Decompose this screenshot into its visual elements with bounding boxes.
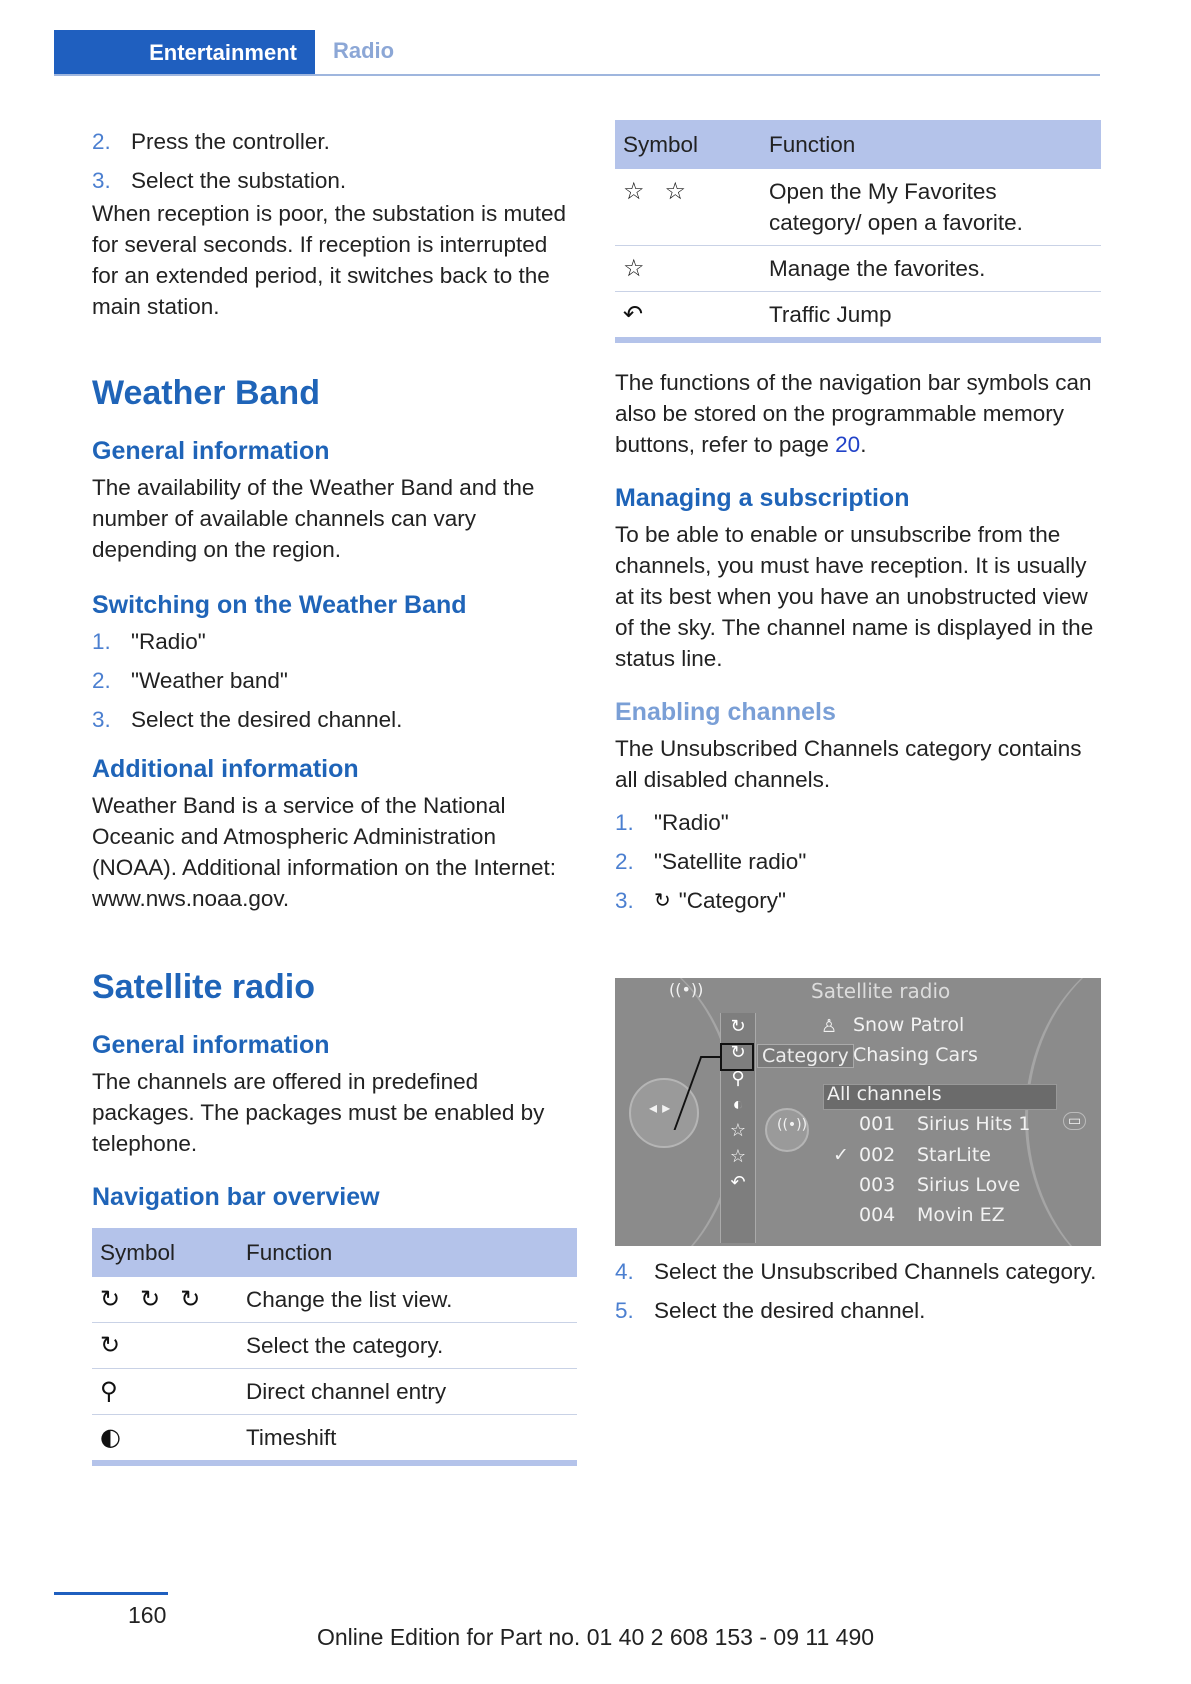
- page-link[interactable]: 20: [835, 432, 861, 457]
- weather-general-text: The availability of the Weather Band and the number of available channels can vary depending on the region.: [92, 475, 535, 562]
- step-item: [92, 665, 577, 696]
- step-number: 4.: [615, 1259, 634, 1284]
- intro-paragraph: When reception is poor, the substation is muted for several seconds. If reception is interrupted for an extended period, it switches back to the main station.: [92, 201, 567, 319]
- step-number: 2.: [92, 668, 111, 693]
- satellite-radio-title: Satellite radio: [92, 968, 315, 1006]
- symbol-cell: [92, 1369, 238, 1415]
- list-view-icon: ↻: [730, 1016, 746, 1036]
- artist-icon: ♙: [821, 1016, 838, 1037]
- symbol-column-header: Symbol: [92, 1228, 238, 1277]
- step-number: 5.: [615, 1298, 634, 1323]
- symbol-cell: [92, 1277, 238, 1323]
- channel-check: ✓: [833, 1144, 849, 1166]
- category-highlight: [720, 1043, 754, 1071]
- favorite-song: Chasing Cars: [853, 1044, 978, 1066]
- step-number: 1.: [92, 629, 111, 654]
- channel-name[interactable]: StarLite: [917, 1144, 991, 1166]
- table-row: [92, 1323, 577, 1369]
- paragraph-text: The functions of the navigation bar symbols can also be stored on the programmable memory buttons, refer to page: [615, 370, 1092, 457]
- footer-divider: [54, 1592, 168, 1595]
- satellite-radio-screenshot: [615, 978, 1101, 1246]
- enable-steps: [615, 807, 1101, 916]
- star-plus-icon: ☆: [623, 254, 645, 282]
- memory-buttons-paragraph: [615, 367, 1101, 460]
- arrows-icon: ◂ ▸: [649, 1098, 671, 1117]
- table-row: [92, 1415, 577, 1464]
- symbol-cell: [615, 292, 761, 341]
- step-number: 3.: [92, 168, 111, 193]
- step-number: 2.: [615, 849, 634, 874]
- step-number: 1.: [615, 810, 634, 835]
- category-icon: ↻: [730, 1042, 746, 1062]
- channel-number: 001: [859, 1113, 896, 1135]
- traffic-jump-icon: ↶: [730, 1172, 746, 1192]
- screen-frame-arc: [1025, 978, 1101, 1246]
- direct-entry-icon: ⚲: [100, 1377, 118, 1405]
- channel-number: 004: [859, 1204, 896, 1226]
- category-icon: ↻: [100, 1331, 121, 1359]
- function-cell: Direct channel entry: [238, 1369, 577, 1415]
- timeshift-icon: ◐: [100, 1423, 121, 1451]
- function-cell: Select the category.: [238, 1323, 577, 1369]
- list-view-icon: ↻: [100, 1285, 121, 1313]
- timeshift-icon: ◐: [732, 1094, 744, 1114]
- step-text: "Radio": [131, 629, 206, 654]
- channel-name[interactable]: Sirius Hits 1: [917, 1113, 1031, 1135]
- channel-name[interactable]: Movin EZ: [917, 1204, 1005, 1226]
- list-view-icon: ↻: [180, 1285, 201, 1313]
- step-text: "Category": [678, 888, 787, 913]
- section-title: Radio: [333, 38, 395, 63]
- subscription-heading: Managing a subscription: [615, 484, 910, 512]
- enabling-channels-text: The Unsubscribed Channels category contains all disabled channels.: [615, 736, 1082, 792]
- weather-switch-steps: [92, 626, 577, 735]
- satellite-general-heading: General information: [92, 1031, 330, 1059]
- traffic-jump-icon: ↶: [623, 300, 644, 328]
- function-cell: Manage the favorites.: [761, 246, 1101, 292]
- subscription-text: To be able to enable or unsubscribe from the channels, you must have reception. It is usually at its best when you have an unobstructed view of the sky. The channel name is displayed in the status line.: [615, 522, 1094, 671]
- chapter-tab: Entertainment: [54, 30, 315, 76]
- symbol-cell: [615, 246, 761, 292]
- star-plus-icon: ☆: [729, 1146, 747, 1166]
- category-icon: ↻: [654, 888, 671, 912]
- function-cell: Timeshift: [238, 1415, 577, 1464]
- edition-note: Online Edition for Part no. 01 40 2 608 153 - 09 11 490: [316, 1624, 875, 1650]
- weather-band-title: Weather Band: [92, 374, 320, 412]
- function-column-header: Function: [761, 120, 1101, 169]
- final-steps: [615, 1256, 1101, 1326]
- weather-general-heading: General information: [92, 437, 330, 465]
- satellite-general-text: The channels are offered in predefined packages. The packages must be enabled by telephone.: [92, 1069, 545, 1156]
- left-column: [92, 126, 577, 1466]
- favorites-table: [615, 120, 1101, 343]
- step-item: [615, 1295, 1101, 1326]
- step-item: [615, 807, 1101, 838]
- category-label[interactable]: Category: [757, 1044, 854, 1068]
- weather-additional-heading: Additional information: [92, 755, 359, 783]
- signal-icon: ((•)): [777, 1117, 808, 1133]
- favorite-artist: Snow Patrol: [853, 1014, 965, 1036]
- navigation-bar-table: [92, 1228, 577, 1466]
- step-text: "Satellite radio": [654, 849, 807, 874]
- channel-name[interactable]: Sirius Love: [917, 1174, 1021, 1196]
- symbol-column-header: Symbol: [615, 120, 761, 169]
- function-cell: Traffic Jump: [761, 292, 1101, 341]
- table-row: [92, 1369, 577, 1415]
- step-text: Press the controller.: [131, 129, 330, 154]
- symbol-cell: [92, 1415, 238, 1464]
- symbol-cell: [615, 169, 761, 246]
- final-steps-block: [615, 1256, 1101, 1334]
- step-item: [92, 626, 577, 657]
- star-icon: ☆: [729, 1120, 747, 1140]
- channel-number: 003: [859, 1174, 896, 1196]
- all-channels-label[interactable]: All channels: [827, 1083, 942, 1105]
- step-item: [92, 165, 577, 196]
- step-item: [92, 704, 577, 735]
- channel-number: 002: [859, 1144, 896, 1166]
- direct-entry-icon: ⚲: [731, 1068, 745, 1088]
- step-item: [615, 885, 1101, 916]
- step-number: 2.: [92, 129, 111, 154]
- intro-steps: [92, 126, 577, 196]
- page-number: 160: [128, 1602, 167, 1628]
- table-row: [615, 169, 1101, 246]
- step-number: 3.: [615, 888, 634, 913]
- step-text: Select the Unsubscribed Channels category.: [654, 1259, 1097, 1284]
- navigation-bar-heading: Navigation bar overview: [92, 1183, 380, 1211]
- step-text: Select the desired channel.: [654, 1298, 926, 1323]
- symbol-cell: [92, 1323, 238, 1369]
- step-text: "Weather band": [131, 668, 288, 693]
- enabling-channels-heading: Enabling channels: [615, 698, 836, 726]
- step-number: 3.: [92, 707, 111, 732]
- function-cell: Open the My Favorites category/ open a favorite.: [761, 169, 1101, 246]
- star-icon: ☆: [623, 177, 645, 205]
- step-item: [92, 126, 577, 157]
- screen-title: Satellite radio: [811, 979, 951, 1003]
- step-text: "Radio": [654, 810, 729, 835]
- step-text: Select the desired channel.: [131, 707, 403, 732]
- step-item: [615, 846, 1101, 877]
- list-view-icon: ↻: [140, 1285, 161, 1313]
- step-text: Select the substation.: [131, 168, 347, 193]
- weather-switch-heading: Switching on the Weather Band: [92, 591, 467, 619]
- function-cell: Change the list view.: [238, 1277, 577, 1323]
- header-divider: [54, 74, 1100, 76]
- signal-icon: ((•)): [669, 980, 704, 999]
- paragraph-text: .: [860, 432, 867, 457]
- table-row: [92, 1277, 577, 1323]
- function-column-header: Function: [238, 1228, 577, 1277]
- step-item: [615, 1256, 1101, 1287]
- star-favorite-icon: ☆: [664, 177, 687, 205]
- weather-additional-text: Weather Band is a service of the National Oceanic and Atmospheric Administration (NOAA). Additional information on the Internet: www.nws.noaa.gov.: [92, 793, 556, 911]
- table-row: [615, 292, 1101, 341]
- scroll-indicator-icon: ▭: [1063, 1112, 1086, 1130]
- right-column: [615, 120, 1101, 924]
- table-row: [615, 246, 1101, 292]
